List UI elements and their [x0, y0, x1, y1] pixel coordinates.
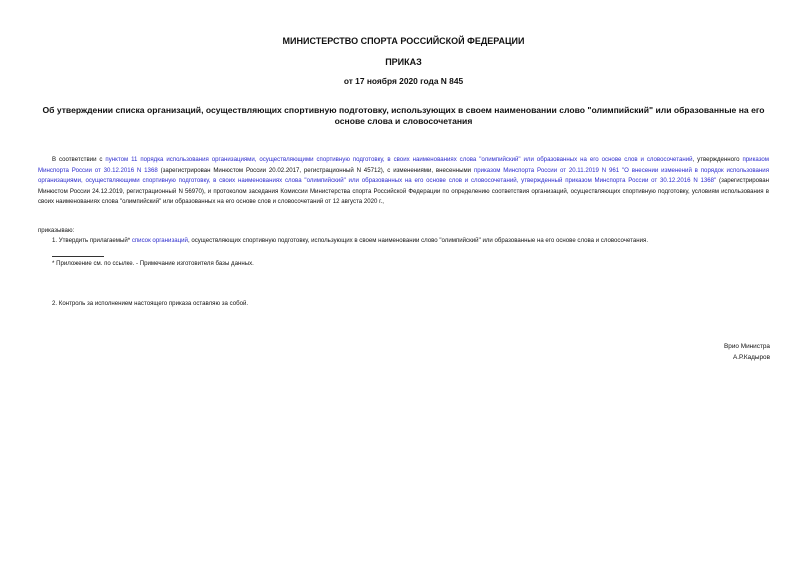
signer-position: Врио Министра [724, 343, 770, 350]
link-organizations-list[interactable]: список организаций [131, 237, 188, 244]
intro-paragraph [38, 155, 769, 208]
intro-text-2: , утвержденного [692, 156, 743, 163]
link-order-1368[interactable]: приказом Минспорта России от 30.12.2016 N 1368 [38, 156, 770, 174]
intro-text-4: (зарегистрирован Минюстом России 24.12.2019, регистрационный N 56970), и протоколом заседания Комиссии Министерства спорта Российской Федерации по определению соответствия организаций, осуществляющих спортивную подготовку, условиям использования в своих наименованиях слова "олимпийский" или образованных на его основе слов и словосочетаний от 12 августа 2020 г., [38, 177, 769, 206]
item1-text-1: 1. Утвердить прилагаемый* [52, 237, 132, 244]
link-procedure-clause-11[interactable]: пунктом 11 порядка использования организациями, осуществляющими спортивную подготовку, в своих наименованиях слова "олимпийский" или образованных на его основе слов и словосочетаний [105, 156, 693, 163]
order-heading: ПРИКАЗ [385, 57, 422, 67]
intro-text-3: (зарегистрирован Минюстом России 20.02.2017, регистрационный N 45712), с изменениями, внесенными [157, 166, 474, 174]
document-title: Об утверждении списка организаций, осуществляющих спортивную подготовку, использующих в своем наименовании слово "олимпийский" или образованные на его основе слова и словосочетания [42, 105, 765, 126]
order-item-1 [52, 237, 648, 244]
order-item-2: 2. Контроль за исполнением настоящего приказа оставляю за собой. [52, 300, 249, 307]
order-date: от 17 ноября 2020 года N 845 [343, 76, 464, 86]
item1-text-2: , осуществляющих спортивную подготовку, использующих в своем наименовании слово "олимпийский" или образованные на его основе слова и словосочетания. [187, 237, 649, 244]
link-order-961[interactable]: приказом Минспорта России от 20.11.2019 N 961 "О внесении изменений в порядок использования организациями, осуществляющими спортивную подготовку, в своих наименованиях слова "олимпийский" или образованных на его основе слов и словосочетаний, утвержденный приказом Минспорта России от 30.12.2016 N 1368" [38, 166, 769, 185]
intro-text-1: В соответствии с [52, 156, 106, 163]
signer-name: А.Р.Кадыров [733, 354, 770, 361]
ministry-heading: МИНИСТЕРСТВО СПОРТА РОССИЙСКОЙ ФЕДЕРАЦИИ [282, 36, 525, 46]
footnote: * Приложение см. по ссылке. - Примечание изготовителя базы данных. [52, 260, 254, 267]
prikazyvayu-label: приказываю: [38, 227, 75, 234]
footnote-divider [52, 256, 104, 257]
